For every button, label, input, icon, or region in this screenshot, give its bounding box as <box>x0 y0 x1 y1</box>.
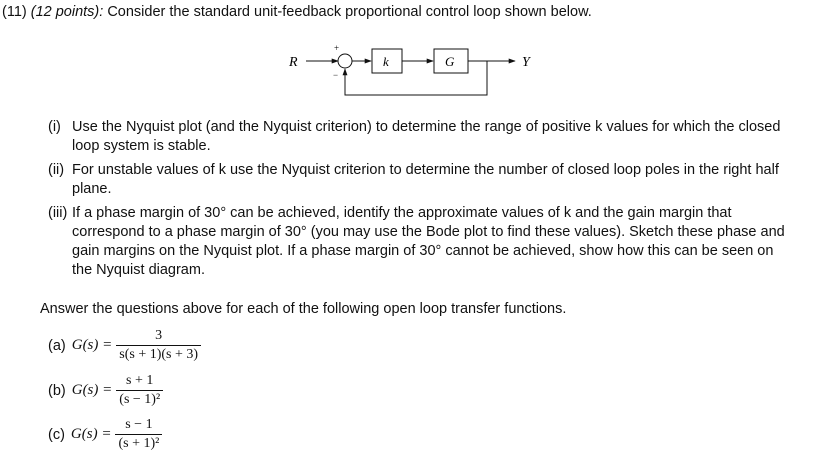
question-parts <box>48 118 796 285</box>
tf-fraction <box>116 328 201 363</box>
tf-numerator: s + 1 <box>126 373 154 388</box>
part-text: Use the Nyquist plot (and the Nyquist criterion) to determine the range of positive k values for which the closed loop system is stable. <box>72 119 781 154</box>
block-diagram <box>0 0 816 110</box>
tf-fraction <box>115 417 162 452</box>
minus-sign: − <box>333 70 339 80</box>
output-label: Y <box>522 55 530 70</box>
tf-denominator: (s − 1)² <box>116 390 163 408</box>
block-k-label: k <box>383 54 389 69</box>
summing-junction <box>338 54 352 68</box>
part-marker: (iii) <box>48 205 68 221</box>
part-marker: (ii) <box>48 162 65 178</box>
part-text: If a phase margin of 30° can be achieved, identify the approximate values of k and the gain margin that correspond to a phase margin of 30° (you may use the Bode plot to find these values). Sketch these phase and gain margins on the Nyquist plot. If a phase margin of 30° cannot be achieved, show how this can be seen on the Nyquist diagram. <box>72 205 785 278</box>
block-diagram-svg <box>0 0 816 110</box>
part-iii <box>48 204 796 280</box>
answer-instruction: Answer the questions above for each of the following open loop transfer functions. <box>40 301 567 317</box>
tf-denominator: (s + 1)² <box>115 434 162 452</box>
input-label: R <box>289 55 298 70</box>
tf-lhs: G(s) = <box>71 382 113 398</box>
problem-statement: Consider the standard unit-feedback proportional control loop shown below. <box>107 4 592 20</box>
transfer-function-c <box>48 417 162 452</box>
block-g-label: G <box>445 54 455 69</box>
transfer-function-b <box>48 373 163 408</box>
part-i <box>48 118 796 156</box>
tf-fraction <box>116 373 163 408</box>
tf-lhs: G(s) = <box>70 426 112 442</box>
tf-denominator: s(s + 1)(s + 3) <box>116 345 201 363</box>
tf-numerator: 3 <box>155 328 163 343</box>
tf-label: (a) <box>48 337 66 354</box>
problem-number: (11) <box>2 4 27 20</box>
part-marker: (i) <box>48 119 61 135</box>
tf-numerator: s − 1 <box>125 417 153 432</box>
tf-label: (c) <box>48 426 65 443</box>
plus-sign: + <box>334 43 340 53</box>
transfer-function-a <box>48 328 201 363</box>
tf-lhs: G(s) = <box>71 337 113 353</box>
problem-points: (12 points): <box>30 4 104 20</box>
tf-label: (b) <box>48 382 66 399</box>
part-ii <box>48 161 796 199</box>
part-text: For unstable values of k use the Nyquist criterion to determine the number of closed loop poles in the right half plane. <box>72 162 779 197</box>
